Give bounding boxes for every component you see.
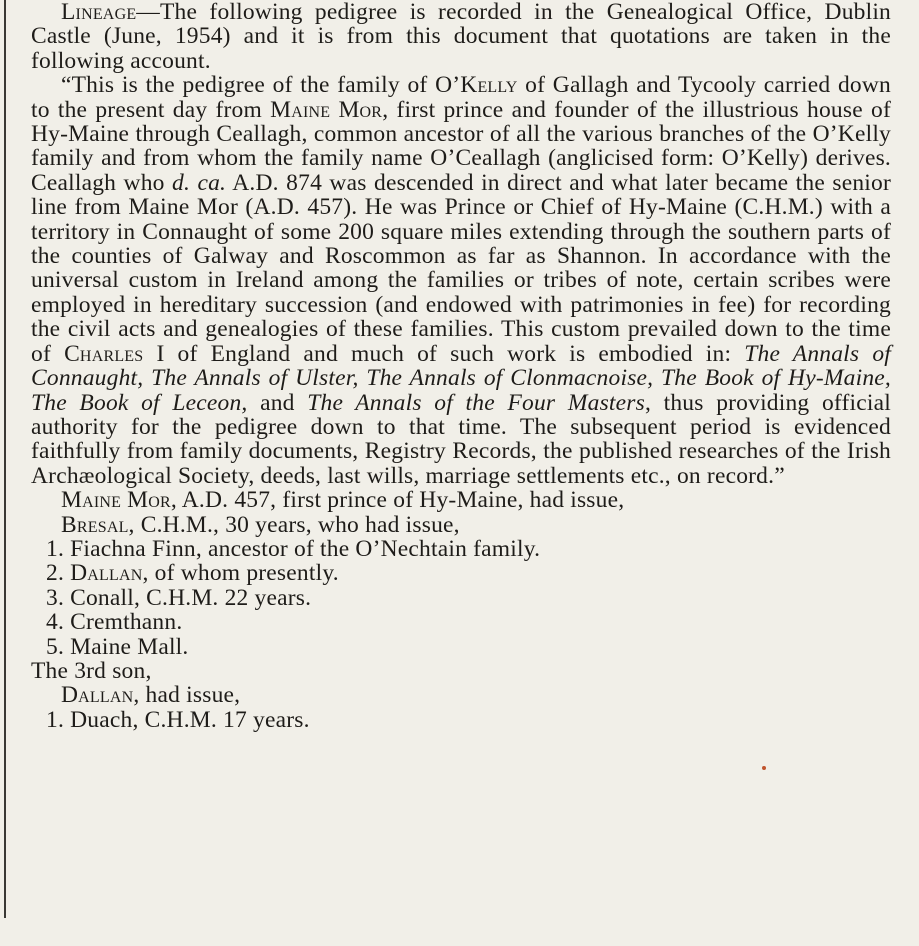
maine-mor-entry <box>31 488 891 512</box>
item-number: 4. <box>46 609 65 636</box>
lineage-text: —The following pedigree is recorded in the Genealogical Office, Dublin Castle (June, 1954) and it is from this document that quotations are taken in the following account. <box>31 0 891 74</box>
left-margin-rule <box>4 0 6 918</box>
list-item <box>31 610 891 634</box>
bresal-entry <box>31 513 891 537</box>
list-item <box>31 708 891 732</box>
entry-text: , A.D. 457, first prince of Hy-Maine, had issue, <box>170 487 625 514</box>
item-text: Cremthann. <box>70 609 183 636</box>
name-maine-mor: Maine Mor <box>270 96 383 123</box>
pedigree-quote <box>31 73 891 488</box>
name-okelly: O’Kelly <box>435 72 518 99</box>
entry-text: , C.H.M., 30 years, who had issue, <box>128 511 460 538</box>
item-text: Conall, C.H.M. 22 years. <box>70 584 312 611</box>
list-item <box>31 537 891 561</box>
person-name: Maine Mor <box>61 487 171 514</box>
item-text: Duach, C.H.M. 17 years. <box>70 706 310 733</box>
ink-speck <box>762 766 766 770</box>
dallan-entry <box>31 683 891 707</box>
lineage-label: Lineage <box>61 0 137 25</box>
quote-text: “This is the pedigree of the family of <box>61 72 436 99</box>
entry-text: , had issue, <box>133 682 241 709</box>
list-item <box>31 586 891 610</box>
third-son-line: The 3rd son, <box>31 657 152 684</box>
item-text: Maine Mall. <box>70 633 189 660</box>
quote-text: , thus providing official authority for the pedigree down to that time. The subsequent period is evidenced faithfully from family documents, Registry Records, the published researches of the Irish Archæological Society, deeds, last wills, marriage settlements etc., on record.” <box>31 389 891 489</box>
work-title-four-masters: The Annals of the Four Masters <box>307 389 645 416</box>
name-charles: Charles <box>64 340 144 367</box>
person-name: Dallan <box>70 560 143 587</box>
lineage-text-block <box>31 0 891 732</box>
quote-text: , first prince and founder of the illustrious house of Hy-Maine through Ceallagh, common ancestor of all the various branches of the O’Kelly family and from whom the family name O’Ceallagh (anglicised form: O’Kelly) derives. Ceallagh who <box>31 96 891 196</box>
dallan-children-list <box>31 708 891 732</box>
quote-text: I of England and much of such work is embodied in: <box>143 340 745 367</box>
item-number: 5. <box>46 633 65 660</box>
list-item <box>31 635 891 659</box>
list-item <box>31 561 891 585</box>
item-text: Fiachna Finn, ancestor of the O’Nechtain family. <box>70 535 541 562</box>
item-number: 3. <box>46 584 65 611</box>
person-name: Bresal <box>61 511 129 538</box>
died-circa: d. ca. <box>172 169 227 196</box>
item-text: , of whom presently. <box>142 560 339 587</box>
item-number: 1. <box>46 706 65 733</box>
quote-text: of Gallagh and Tycooly carried down to the present day from <box>31 72 891 123</box>
bresal-children-list <box>31 537 891 659</box>
person-name: Dallan <box>61 682 134 709</box>
quote-text: A.D. 874 was descended in direct and what later became the senior line from Maine Mor (A.D. 457). He was Prince or Chief of Hy-Maine (C.H.M.) with a territory in Connaught of some 200 square miles extending through the southern parts of the counties of Galway and Roscommon as far as Shannon. In accordance with the universal custom in Ireland among the families or tribes of note, certain scribes were employed in hereditary succession (and endowed with patrimonies in fee) for recording the civil acts and genealogies of these families. This custom prevailed down to the time of <box>31 169 891 367</box>
works-titles: The Annals of Connaught, The Annals of Ulster, The Annals of Clonmacnoise, The Book of Hy-Maine, The Book of Leceon, <box>31 340 892 416</box>
item-number: 2. <box>46 560 65 587</box>
item-number: 1. <box>46 535 65 562</box>
quote-text: and <box>247 389 308 416</box>
lineage-paragraph <box>31 0 891 73</box>
